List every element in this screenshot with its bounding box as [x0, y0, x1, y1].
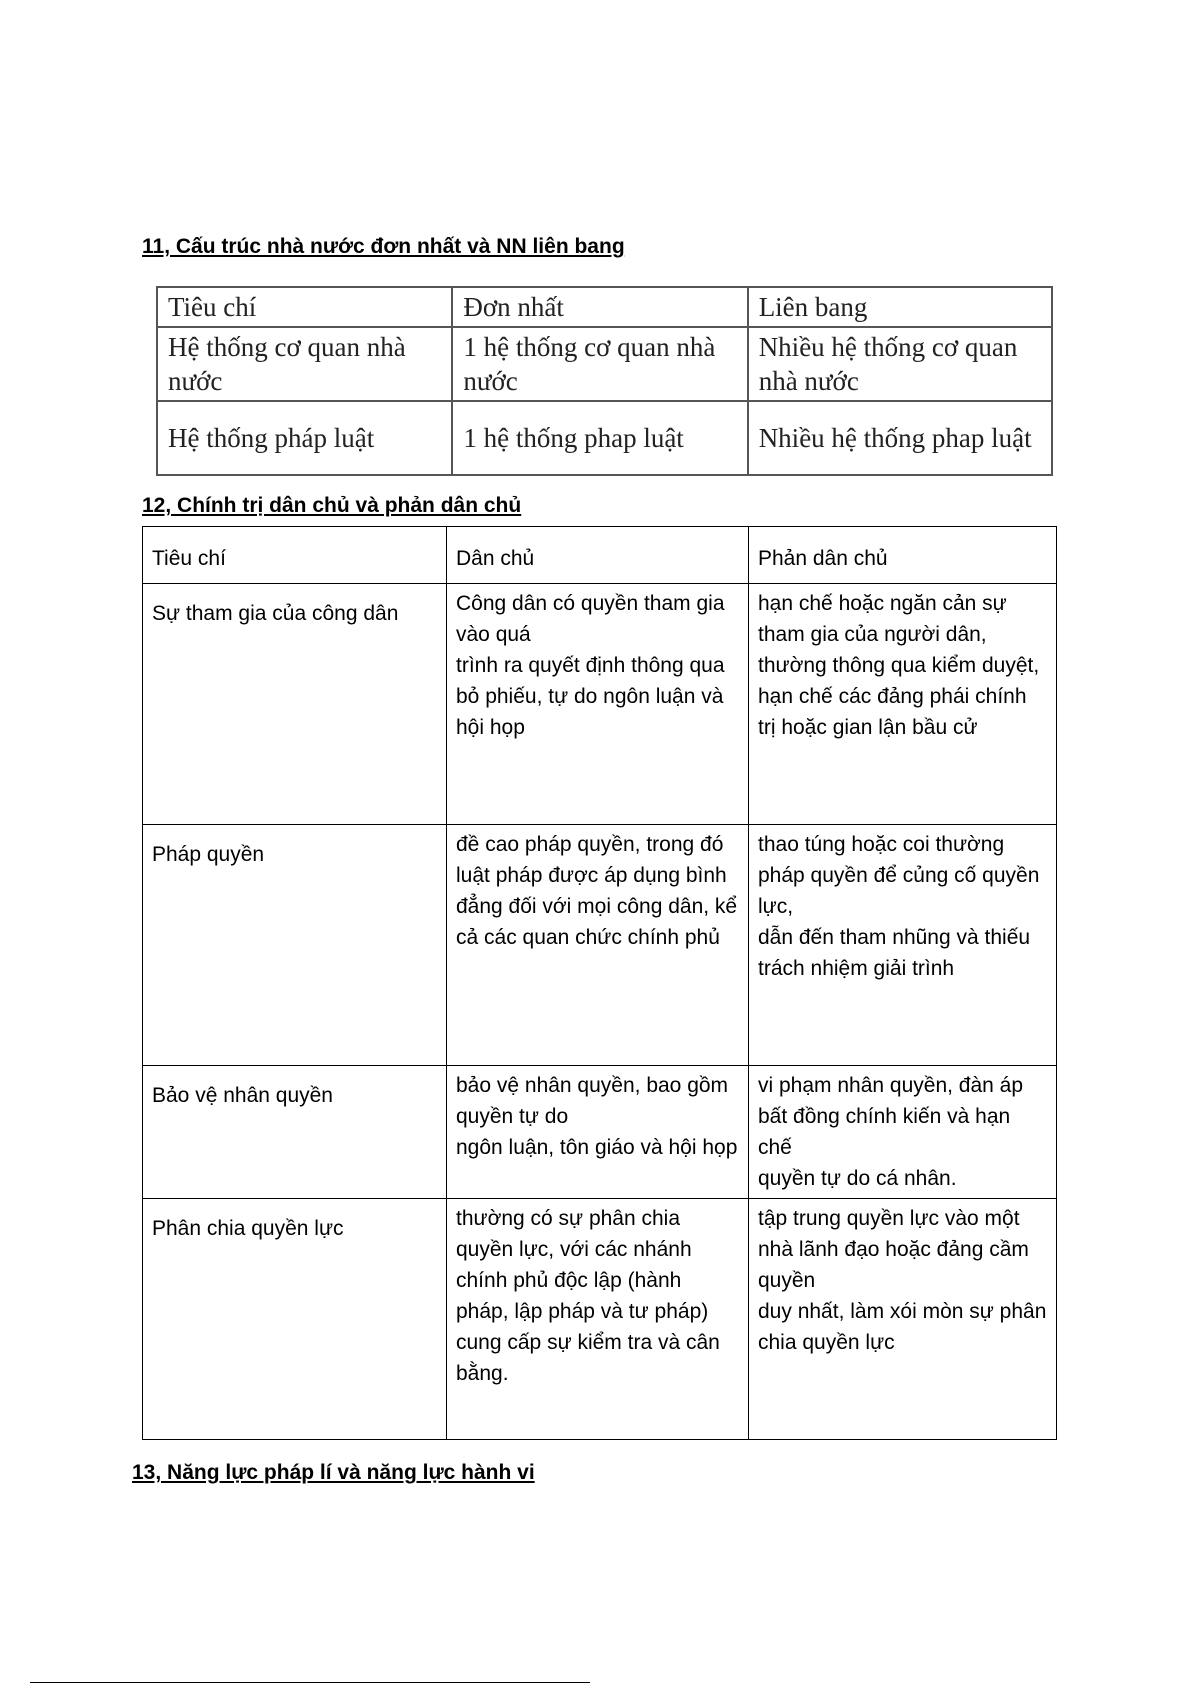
anti-democracy-cell	[749, 584, 1057, 825]
header-federal: Liên bang	[748, 287, 1052, 327]
table-cell: 1 hệ thống phap luật	[452, 401, 747, 475]
header-criterion: Tiêu chí	[157, 287, 452, 327]
section-12-heading: 12, Chính trị dân chủ và phản dân chủ	[142, 494, 522, 517]
democracy-cell	[447, 1199, 749, 1440]
header-democracy: Dân chủ	[447, 527, 749, 584]
header-criterion: Tiêu chí	[143, 527, 447, 584]
section-11-heading: 11, Cấu trúc nhà nước đơn nhất và NN liên bang	[142, 235, 625, 258]
democracy-comparison-table	[142, 526, 1057, 1440]
table-cell: Nhiều hệ thống cơ quan nhà nước	[748, 327, 1052, 401]
cell-line: đẳng đối với mọi công dân, kể cả các quan chức chính phủ	[456, 895, 738, 949]
table-row	[143, 1199, 1057, 1440]
table-cell: Hệ thống cơ quan nhà nước	[157, 327, 452, 401]
cell-line: quyền tự do cá nhân.	[758, 1167, 957, 1190]
table-row	[157, 401, 1052, 475]
criterion-cell: Bảo vệ nhân quyền	[143, 1066, 447, 1199]
table-row	[157, 327, 1052, 401]
cell-line: đề cao pháp quyền, trong đó luật pháp được áp dụng bình	[456, 833, 727, 887]
header-unitary: Đơn nhất	[452, 287, 747, 327]
footnote-separator	[30, 1682, 590, 1683]
cell-line: trình ra quyết định thông qua bỏ phiếu, tự do ngôn luận và hội họp	[456, 654, 725, 739]
cell-line: dẫn đến tham nhũng và thiếu trách nhiệm giải trình	[758, 926, 1031, 980]
table-header-row	[143, 527, 1057, 584]
cell-line: thường có sự phân chia quyền lực, với các nhánh chính phủ độc lập (hành pháp, lập pháp và tư pháp) cung cấp sự kiểm tra và cân bằng.	[456, 1207, 720, 1385]
table-cell: Nhiều hệ thống phap luật	[748, 401, 1052, 475]
anti-democracy-cell	[749, 1199, 1057, 1440]
table-cell: 1 hệ thống cơ quan nhà nước	[452, 327, 747, 401]
cell-line: hạn chế hoặc ngăn cản sự tham gia của người dân, thường thông qua kiểm duyệt, hạn chế các đảng phái chính trị hoặc gian lận bầu cử	[758, 592, 1040, 739]
unitary-federal-table	[156, 286, 1053, 476]
anti-democracy-cell	[749, 1066, 1057, 1199]
table-row	[143, 584, 1057, 825]
table-row	[143, 825, 1057, 1066]
criterion-cell: Phân chia quyền lực	[143, 1199, 447, 1440]
cell-line: thao túng hoặc coi thường pháp quyền để củng cố quyền lực,	[758, 833, 1040, 918]
header-anti-democracy: Phản dân chủ	[749, 527, 1057, 584]
section-13-heading: 13, Năng lực pháp lí và năng lực hành vi	[132, 1461, 535, 1484]
democracy-cell	[447, 1066, 749, 1199]
table-cell: Hệ thống pháp luật	[157, 401, 452, 475]
cell-line: ngôn luận, tôn giáo và hội họp	[456, 1136, 738, 1159]
criterion-cell: Sự tham gia của công dân	[143, 584, 447, 825]
democracy-cell	[447, 825, 749, 1066]
table-header-row	[157, 287, 1052, 327]
cell-line: bảo vệ nhân quyền, bao gồm quyền tự do	[456, 1074, 729, 1128]
democracy-cell	[447, 584, 749, 825]
cell-line: tập trung quyền lực vào một nhà lãnh đạo hoặc đảng cầm quyền	[758, 1207, 1029, 1292]
anti-democracy-cell	[749, 825, 1057, 1066]
cell-line: Công dân có quyền tham gia vào quá	[456, 592, 725, 646]
cell-line: vi phạm nhân quyền, đàn áp bất đồng chính kiến và hạn chế	[758, 1074, 1024, 1159]
criterion-cell: Pháp quyền	[143, 825, 447, 1066]
cell-line: duy nhất, làm xói mòn sự phân chia quyền lực	[758, 1300, 1047, 1354]
table-row	[143, 1066, 1057, 1199]
